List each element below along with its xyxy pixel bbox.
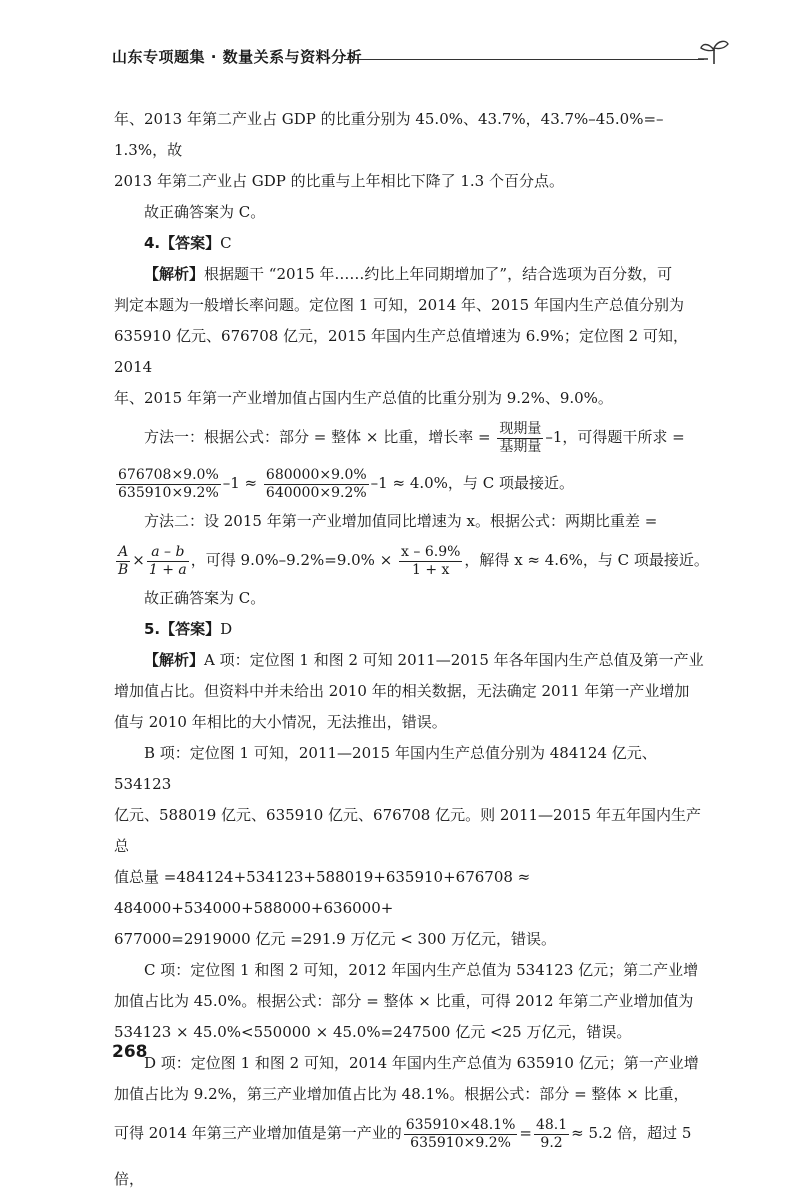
answer-5 (114, 614, 714, 645)
text-line: 值与 2010 年相比的大小情况，无法推出，错误。 (114, 713, 447, 731)
text-line: 加值占比为 9.2%，第三产业增加值占比为 48.1%。根据公式：部分 = 整体 × 比重， (114, 1085, 689, 1103)
fraction-growth-diff (147, 544, 189, 579)
option-d-line: D 项：定位图 1 和图 2 可知，2014 年国内生产总值为 635910 亿元；第一产业增 (144, 1054, 699, 1072)
running-header (112, 40, 722, 70)
analysis-text: A 项：定位图 1 和图 2 可知 2011—2015 年各年国内生产总值及第一产业 (204, 651, 704, 669)
fraction-simplified (534, 1117, 569, 1152)
answer-value: C (220, 234, 232, 252)
fraction-ratio (404, 1117, 518, 1152)
fraction-numerator: A (116, 544, 130, 562)
text-line: 2013 年第二产业占 GDP 的比重与上年相比下降了 1.3 个百分点。 (114, 172, 564, 190)
formula-result: ≈ 5.2 倍，超过 5 倍， (114, 1124, 692, 1188)
page-number: 268 (112, 1042, 148, 1062)
analysis-text: 根据题干 “2015 年……约比上年同期增加了”，结合选项为百分数，可 (204, 265, 673, 283)
text-line: 年、2013 年第二产业占 GDP 的比重分别为 45.0%、43.7%，43.7%–45.0%=–1.3%，故 (114, 110, 664, 159)
fraction-numerator: a – b (147, 544, 189, 562)
method-one-text-end: –1，可得题干所求 = (545, 428, 685, 446)
times-sign: × (132, 551, 145, 569)
text-line: 534123 × 45.0%<550000 × 45.0%=247500 亿元 <25 万亿元，错误。 (114, 1023, 632, 1041)
fraction-exact (116, 467, 221, 502)
text-line: 增加值占比。但资料中并未给出 2010 年的相关数据，无法确定 2011 年第一产业增加 (114, 682, 690, 700)
text-line: 加值占比为 45.0%。根据公式：部分 = 整体 × 比重，可得 2012 年第二产业增加值为 (114, 992, 694, 1010)
fraction-denominator: 9.2 (540, 1134, 563, 1151)
sprout-icon (698, 38, 730, 66)
analysis-label: 【解析】 (144, 651, 205, 669)
fraction-numerator: 680000×9.0% (265, 466, 367, 483)
method-one-text: 方法一：根据公式：部分 = 整体 × 比重，增长率 = (144, 428, 491, 446)
answer-label: 4.【答案】 (144, 234, 221, 252)
analysis-4-line (114, 259, 714, 290)
answer-value: D (220, 620, 233, 638)
fraction-unknown (399, 544, 462, 579)
method-two-line: 方法二：设 2015 年第一产业增加值同比增速为 x。根据公式：两期比重差 = (144, 512, 658, 530)
formula-result: ，解得 x ≈ 4.6%，与 C 项最接近。 (464, 551, 709, 569)
method-one-line (114, 414, 714, 460)
equals-sign: = (519, 1124, 532, 1142)
method-two-formula (114, 537, 714, 583)
option-b-line: B 项：定位图 1 可知，2011—2015 年国内生产总值分别为 484124 亿元、534123 (114, 744, 657, 793)
text-line: 年、2015 年第一产业增加值占国内生产总值的比重分别为 9.2%、9.0%。 (114, 389, 613, 407)
conclusion-line: 故正确答案为 C。 (144, 589, 266, 607)
text-line: 亿元、588019 亿元、635910 亿元、676708 亿元。则 2011—2015 年五年国内生产总 (114, 806, 701, 855)
answer-label: 5.【答案】 (144, 620, 221, 638)
header-title: 山东专项题集 · 数量关系与资料分析 (112, 48, 363, 66)
fraction-numerator: 48.1 (535, 1116, 568, 1133)
text-line: 635910 亿元、676708 亿元，2015 年国内生产总值增速为 6.9%；定位图 2 可知，2014 (114, 327, 688, 376)
text-line: 677000=2919000 亿元 =291.9 万亿元 < 300 万亿元，错误。 (114, 930, 556, 948)
option-c-line: C 项：定位图 1 和图 2 可知，2012 年国内生产总值为 534123 亿元；第二产业增 (144, 961, 699, 979)
fraction-denominator: 1 + x (412, 561, 450, 578)
fraction-denominator: 基期量 (499, 438, 542, 455)
fraction-denominator: 635910×9.2% (410, 1134, 511, 1151)
analysis-label: 【解析】 (144, 265, 205, 283)
answer-4 (114, 228, 714, 259)
fraction-denominator: B (118, 561, 129, 578)
fraction-numerator: 676708×9.0% (118, 466, 219, 483)
fraction-estimate (264, 467, 369, 502)
conclusion-line: 故正确答案为 C。 (144, 203, 266, 221)
fraction-numerator: 635910×48.1% (405, 1116, 516, 1133)
fraction-denominator: 635910×9.2% (118, 484, 219, 501)
fraction-numerator: x – 6.9% (401, 543, 461, 560)
formula-text: ，可得 9.0%–9.2%=9.0% × (190, 551, 393, 569)
main-content (114, 104, 714, 1188)
analysis-5-line (114, 645, 714, 676)
header-rule (344, 59, 704, 60)
option-d-formula (114, 1110, 714, 1188)
fraction-growth-rate (497, 421, 543, 456)
fraction-a-over-b (116, 544, 130, 579)
formula-text: 可得 2014 年第三产业增加值是第一产业的 (114, 1124, 402, 1142)
text-line: 值总量 =484124+534123+588019+635910+676708 ≈ 484000+534000+588000+636000+ (114, 868, 531, 917)
fraction-denominator: 1 + a (148, 561, 187, 578)
fraction-numerator: 现期量 (499, 420, 542, 437)
method-one-formula (114, 460, 714, 506)
fraction-denominator: 640000×9.2% (265, 484, 367, 501)
formula-operator: –1 ≈ (222, 474, 258, 492)
text-line: 判定本题为一般增长率问题。定位图 1 可知，2014 年、2015 年国内生产总值分别为 (114, 296, 684, 314)
formula-result: –1 ≈ 4.0%，与 C 项最接近。 (370, 474, 574, 492)
